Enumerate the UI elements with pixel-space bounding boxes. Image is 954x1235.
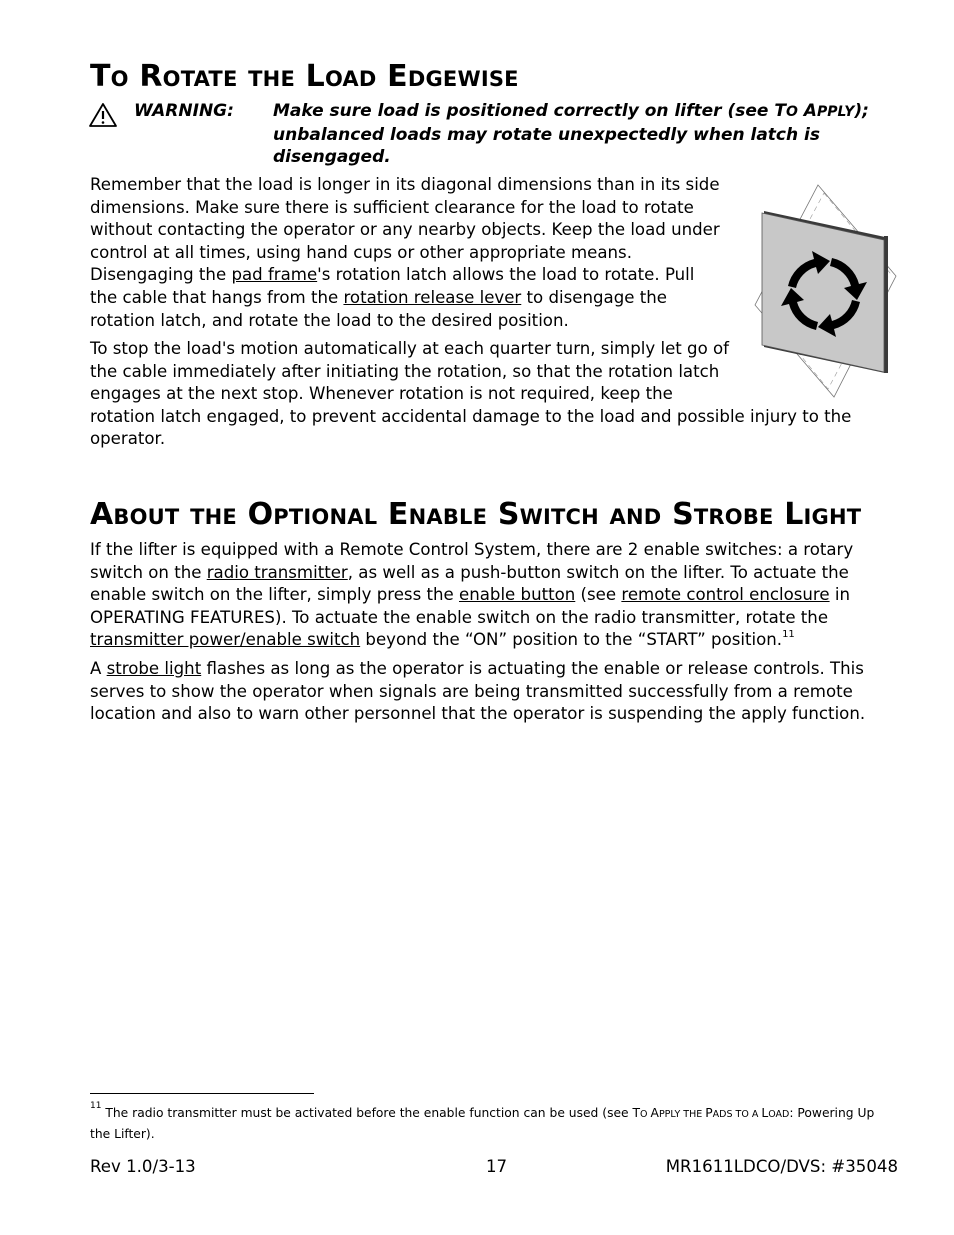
warning-triangle-icon <box>88 102 118 128</box>
footer-page-number: 17 <box>486 1157 508 1176</box>
enable-switch-paragraph: If the lifter is equipped with a Remote Control System, there are 2 enable switches: a rotary switch on the radio transmitter, as well as a push-button switch on the lifter. To actuate the enable switch on the lifter, simply press the enable button (see remote control enclosure in OPERATING FEATURES). To actuate the enable switch on the radio transmitter, rotate the transmitter power/enable switch beyond the “ON” position to the “START” position.$^{11}$ <box>90 540 854 650</box>
warning-label: WARNING: <box>134 101 234 121</box>
section-title-rotate-load: To Rotate the Load Edgewise <box>90 59 519 94</box>
pad-frame-link[interactable]: pad frame <box>231 265 318 285</box>
footnote-ref-11[interactable]: 11 <box>782 628 795 640</box>
footnote-divider <box>90 1093 314 1094</box>
footnote-mark: 11 <box>90 1100 102 1111</box>
remote-control-enclosure-link[interactable]: remote control enclosure <box>621 585 830 605</box>
footer-document-id: MR1611LDCO/DVS: #35048 <box>665 1157 898 1176</box>
warning-text: WARNING: Make sure load is positioned correctly on lifter (see TO APPLY); unbalanced loads may rotate unexpectedly when latch is disengaged. <box>134 101 869 168</box>
strobe-light-paragraph: A strobe light flashes as long as the operator is actuating the enable or release controls. This serves to show the operator when signals are being transmitted successfully from a remote location and also to warn other personnel that the operator is suspending the apply function. <box>90 659 866 724</box>
enable-button-link[interactable]: enable button <box>459 585 576 605</box>
manual-page <box>90 0 898 1235</box>
strobe-light-link[interactable]: strobe light <box>106 659 202 678</box>
quarter-turn-paragraph: To stop the load's motion automatically at each quarter turn, simply let go of the cable immediately after initiating the rotation, so that the rotation latch engages at the next stop. Whenever rotation is not required, keep the rotation latch engaged, to prevent accidental damage to the load and possible injury to the operator. <box>90 339 852 449</box>
footer-revision: Rev 1.0/3-13 <box>90 1157 196 1176</box>
footnote-11: $^{11}$ The radio transmitter must be activated before the enable function can be used (see TO APPLY THE PADS TO A LOAD: Powering Up the Lifter). <box>90 1100 875 1141</box>
section-title-enable-switch-strobe: About the Optional Enable Switch and Strobe Light <box>90 497 862 532</box>
rotation-release-lever-link[interactable]: rotation release lever <box>343 287 522 307</box>
rotation-instructions-paragraph: Remember that the load is longer in its diagonal dimensions than in its side dimensions. Make sure there is sufficient clearance for the load to rotate without contacting the operator or any nearby objects. Keep the load under control at all times, using hand cups or other appropriate means. Disengaging the pad frame's rotation latch allows the load to rotate. Pull the cable that hangs from the rotation release lever to disengage the rotation latch, and rotate the load to the desired position. <box>90 175 720 330</box>
transmitter-power-enable-switch-link[interactable]: transmitter power/enable switch <box>90 630 361 650</box>
rotation-arrows-icon <box>750 180 900 402</box>
radio-transmitter-link[interactable]: radio transmitter <box>206 562 348 582</box>
